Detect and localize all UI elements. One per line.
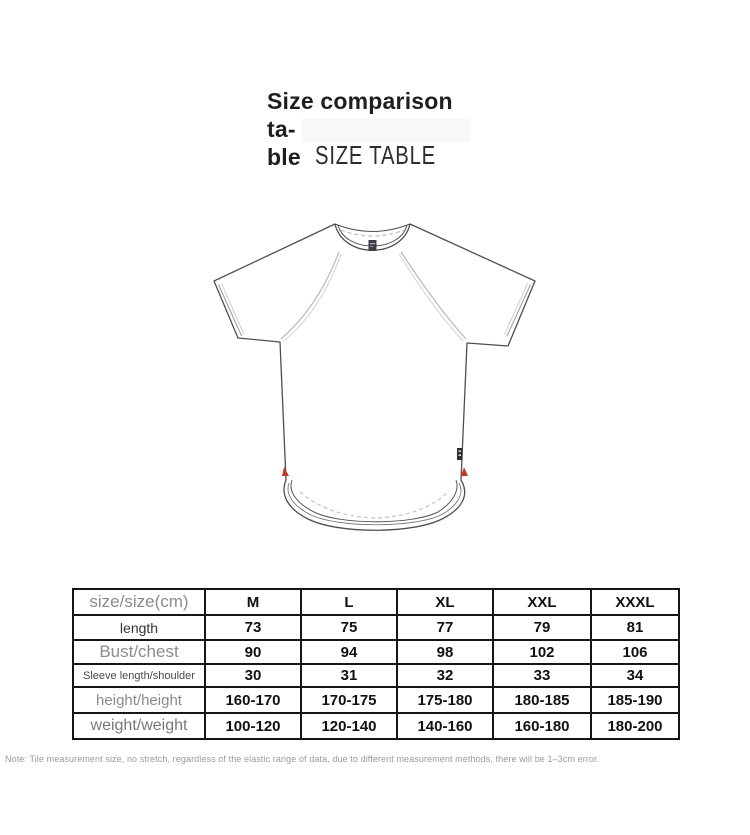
column-header-xl: XL [397, 589, 493, 615]
table-row [73, 687, 679, 713]
side-seam-label-slit2 [459, 455, 462, 457]
cell-value: 120-140 [301, 713, 397, 739]
cell-value: 98 [397, 640, 493, 664]
row-label: length [73, 615, 205, 640]
cell-value: 75 [301, 615, 397, 640]
cell-value: 77 [397, 615, 493, 640]
cell-value: 100-120 [205, 713, 301, 739]
cell-value: 102 [493, 640, 591, 664]
collar-stitch-line [341, 230, 404, 236]
cell-value: 32 [397, 664, 493, 687]
neck-tag [369, 240, 377, 251]
table-row [73, 713, 679, 739]
cell-value: 170-175 [301, 687, 397, 713]
row-label: Bust/chest [73, 640, 205, 664]
cell-value: 94 [301, 640, 397, 664]
side-seam-label-slit [459, 451, 462, 453]
corner-header: size/size(cm) [73, 589, 205, 615]
neck-tag-print [370, 243, 375, 244]
row-label: Sleeve length/shoulder [73, 664, 205, 687]
cell-value: 106 [591, 640, 679, 664]
cell-value: 90 [205, 640, 301, 664]
cell-value: 34 [591, 664, 679, 687]
cell-value: 81 [591, 615, 679, 640]
cell-value: 180-200 [591, 713, 679, 739]
cell-value: 185-190 [591, 687, 679, 713]
cell-value: 73 [205, 615, 301, 640]
column-header-xxxl: XXXL [591, 589, 679, 615]
cell-value: 79 [493, 615, 591, 640]
collar-back-line [335, 224, 410, 232]
column-header-l: L [301, 589, 397, 615]
page-title-line2: ble [267, 144, 301, 170]
cell-value: 30 [205, 664, 301, 687]
tshirt-body-outline [214, 224, 535, 530]
cell-value: 140-160 [397, 713, 493, 739]
cell-value: 160-170 [205, 687, 301, 713]
row-label: height/height [73, 687, 205, 713]
header-row [73, 589, 679, 615]
size-table [72, 588, 680, 740]
cell-value: 31 [301, 664, 397, 687]
cell-value: 175-180 [397, 687, 493, 713]
table-row [73, 615, 679, 640]
size-table-heading: SIZE TABLE [314, 140, 436, 170]
cell-value: 160-180 [493, 713, 591, 739]
tshirt-illustration [180, 195, 580, 555]
page-title-line1: Size comparison ta- [267, 88, 453, 142]
cell-value: 33 [493, 664, 591, 687]
footnote: Note: Tile measurement size, no stretch, regardless of the elastic range of data, due to different measurement methods, there will be 1–3cm error. [5, 754, 600, 764]
table-row [73, 640, 679, 664]
cell-value: 180-185 [493, 687, 591, 713]
table-row [73, 664, 679, 687]
column-header-xxl: XXL [493, 589, 591, 615]
row-label: weight/weight [73, 713, 205, 739]
side-seam-label [457, 448, 463, 460]
column-header-m: M [205, 589, 301, 615]
neck-tag-print2 [370, 246, 374, 247]
